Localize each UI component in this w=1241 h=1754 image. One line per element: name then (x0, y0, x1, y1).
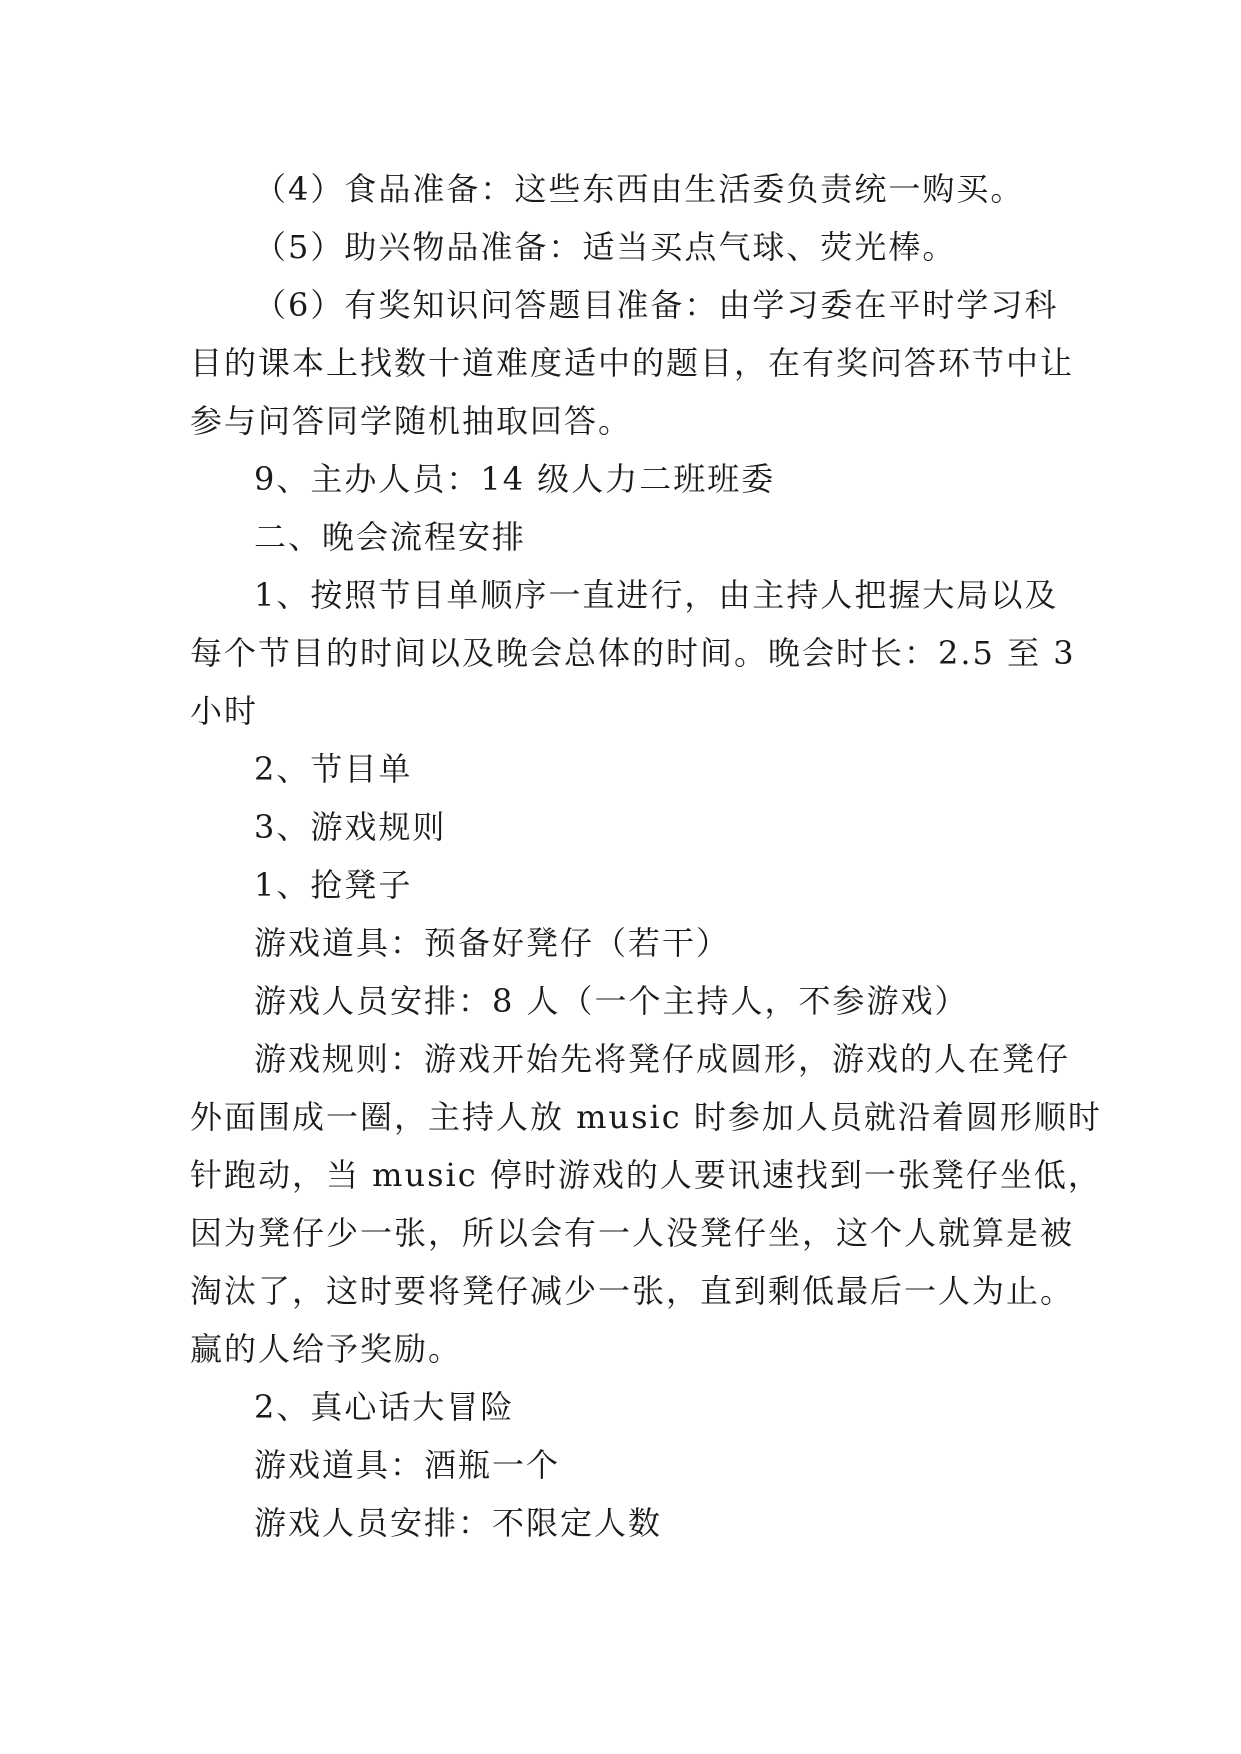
paragraph-line: 针跑动，当 music 停时游戏的人要讯速找到一张凳仔坐低， (190, 1156, 1102, 1194)
paragraph-line: 游戏人员安排：8 人（一个主持人，不参游戏） (254, 982, 969, 1020)
paragraph-line: 赢的人给予奖励。 (190, 1330, 463, 1368)
paragraph-line: 参与问答同学随机抽取回答。 (190, 402, 633, 440)
paragraph-line: 每个节目的时间以及晚会总体的时间。晚会时长：2.5 至 3 (190, 634, 1076, 672)
paragraph-line: 因为凳仔少一张，所以会有一人没凳仔坐，这个人就算是被 (190, 1214, 1075, 1252)
paragraph-line: （4）食品准备：这些东西由生活委负责统一购买。 (254, 170, 1025, 208)
paragraph-line: （6）有奖知识问答题目准备：由学习委在平时学习科 (254, 286, 1059, 324)
paragraph-line: 2、真心话大冒险 (254, 1388, 515, 1426)
paragraph-line: 外面围成一圈，主持人放 music 时参加人员就沿着圆形顺时 (190, 1098, 1102, 1136)
document-page (190, 160, 1102, 1552)
paragraph-line: 小时 (190, 692, 259, 730)
paragraph-line: 3、游戏规则 (254, 808, 447, 846)
paragraph-line: 游戏规则：游戏开始先将凳仔成圆形，游戏的人在凳仔 (254, 1040, 1071, 1078)
paragraph-line: 目的课本上找数十道难度适中的题目，在有奖问答环节中让 (190, 344, 1075, 382)
section-heading: 二、晚会流程安排 (254, 518, 527, 556)
paragraph-line: 9、主办人员：14 级人力二班班委 (254, 460, 776, 498)
paragraph-line: 淘汰了，这时要将凳仔减少一张，直到剩低最后一人为止。 (190, 1272, 1075, 1310)
paragraph-line: （5）助兴物品准备：适当买点气球、荧光棒。 (254, 228, 957, 266)
paragraph-line: 游戏道具：预备好凳仔（若干） (254, 924, 731, 962)
paragraph-line: 游戏人员安排：不限定人数 (254, 1504, 663, 1542)
paragraph-line: 1、抢凳子 (254, 866, 413, 904)
paragraph-line: 1、按照节目单顺序一直进行，由主持人把握大局以及 (254, 576, 1059, 614)
paragraph-line: 游戏道具：酒瓶一个 (254, 1446, 561, 1484)
paragraph-line: 2、节目单 (254, 750, 413, 788)
